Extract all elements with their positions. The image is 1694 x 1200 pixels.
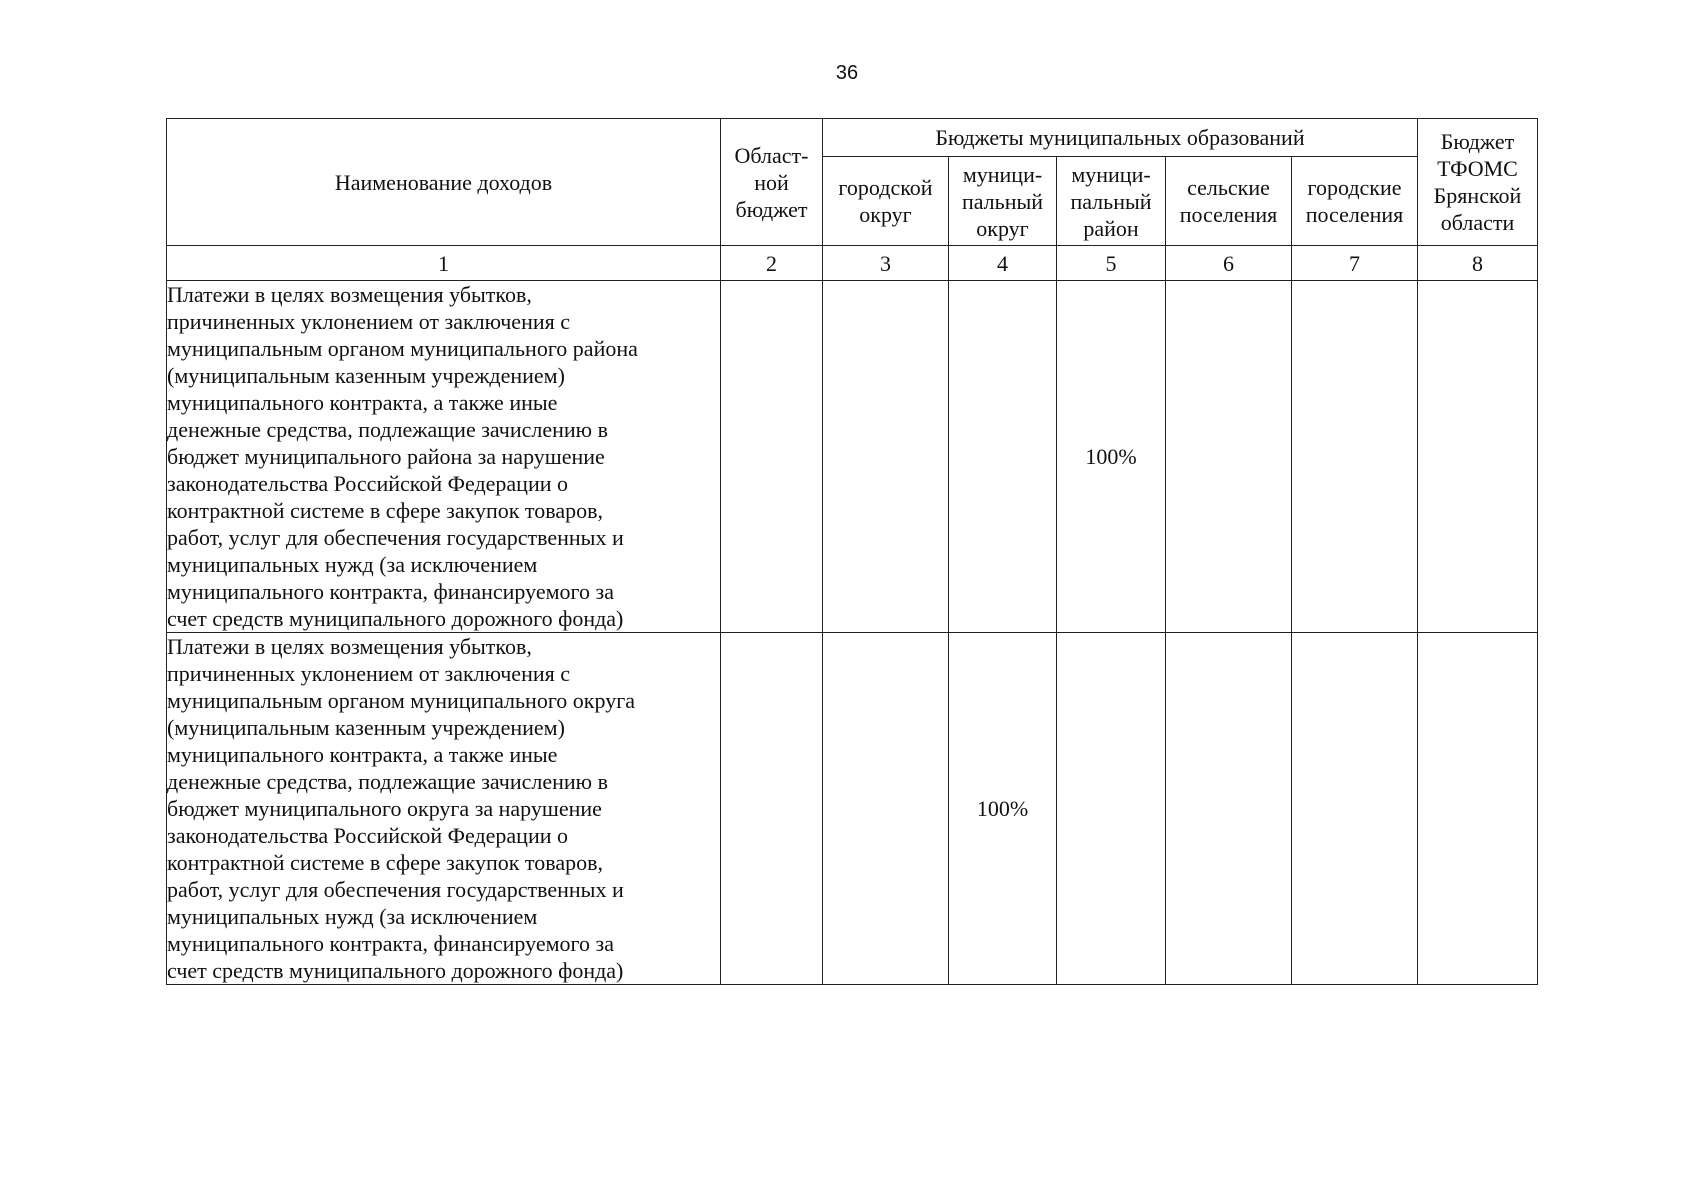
column-number: 4 bbox=[949, 246, 1057, 281]
value-regional bbox=[721, 281, 823, 633]
value-tfoms bbox=[1418, 633, 1538, 985]
value-municipal-okrug: 100% bbox=[949, 633, 1057, 985]
revenue-description: Платежи в целях возмещения убытков, причиненных уклонением от заключения с муниципальным органом муниципального района (муниципальным казенным учреждением) муниципального контракта, а также иные денежные средства, подлежащие зачислению в бюджет муниципального района за нарушение законодательства Российской Федерации о контрактной системе в сфере закупок товаров, работ, услуг для обеспечения государственных и муниципальных нужд (за исключением муниципального контракта, финансируемого за счет средств муниципального дорожного фонда) bbox=[167, 281, 721, 633]
column-number: 8 bbox=[1418, 246, 1538, 281]
column-number-row bbox=[167, 246, 1538, 281]
value-city-district bbox=[823, 633, 949, 985]
column-number: 1 bbox=[167, 246, 721, 281]
column-number: 6 bbox=[1166, 246, 1292, 281]
value-municipal-rayon: 100% bbox=[1057, 281, 1166, 633]
value-regional bbox=[721, 633, 823, 985]
header-rural-settlements: сельские поселения bbox=[1166, 157, 1292, 246]
header-city-district: городской округ bbox=[823, 157, 949, 246]
value-municipal-okrug bbox=[949, 281, 1057, 633]
value-urban-settlements bbox=[1292, 281, 1418, 633]
value-tfoms bbox=[1418, 281, 1538, 633]
header-regional-budget: Област- ной бюджет bbox=[721, 119, 823, 246]
value-rural-settlements bbox=[1166, 633, 1292, 985]
header-revenue-name: Наименование доходов bbox=[167, 119, 721, 246]
column-number: 2 bbox=[721, 246, 823, 281]
value-urban-settlements bbox=[1292, 633, 1418, 985]
column-number: 3 bbox=[823, 246, 949, 281]
header-urban-settlements: городские поселения bbox=[1292, 157, 1418, 246]
table-row bbox=[167, 633, 1538, 985]
value-rural-settlements bbox=[1166, 281, 1292, 633]
column-number: 5 bbox=[1057, 246, 1166, 281]
header-municipal-rayon: муници- пальный район bbox=[1057, 157, 1166, 246]
revenue-description: Платежи в целях возмещения убытков, причиненных уклонением от заключения с муниципальным органом муниципального округа (муниципальным казенным учреждением) муниципального контракта, а также иные денежные средства, подлежащие зачислению в бюджет муниципального округа за нарушение законодательства Российской Федерации о контрактной системе в сфере закупок товаров, работ, услуг для обеспечения государственных и муниципальных нужд (за исключением муниципального контракта, финансируемого за счет средств муниципального дорожного фонда) bbox=[167, 633, 721, 985]
header-municipal-budgets: Бюджеты муниципальных образований bbox=[823, 119, 1418, 157]
page-number: 36 bbox=[835, 62, 859, 84]
revenue-distribution-table bbox=[166, 118, 1538, 985]
table-row bbox=[167, 281, 1538, 633]
header-tfoms-budget: Бюджет ТФОМС Брянской области bbox=[1418, 119, 1538, 246]
column-number: 7 bbox=[1292, 246, 1418, 281]
header-municipal-okrug: муници- пальный округ bbox=[949, 157, 1057, 246]
value-municipal-rayon bbox=[1057, 633, 1166, 985]
value-city-district bbox=[823, 281, 949, 633]
